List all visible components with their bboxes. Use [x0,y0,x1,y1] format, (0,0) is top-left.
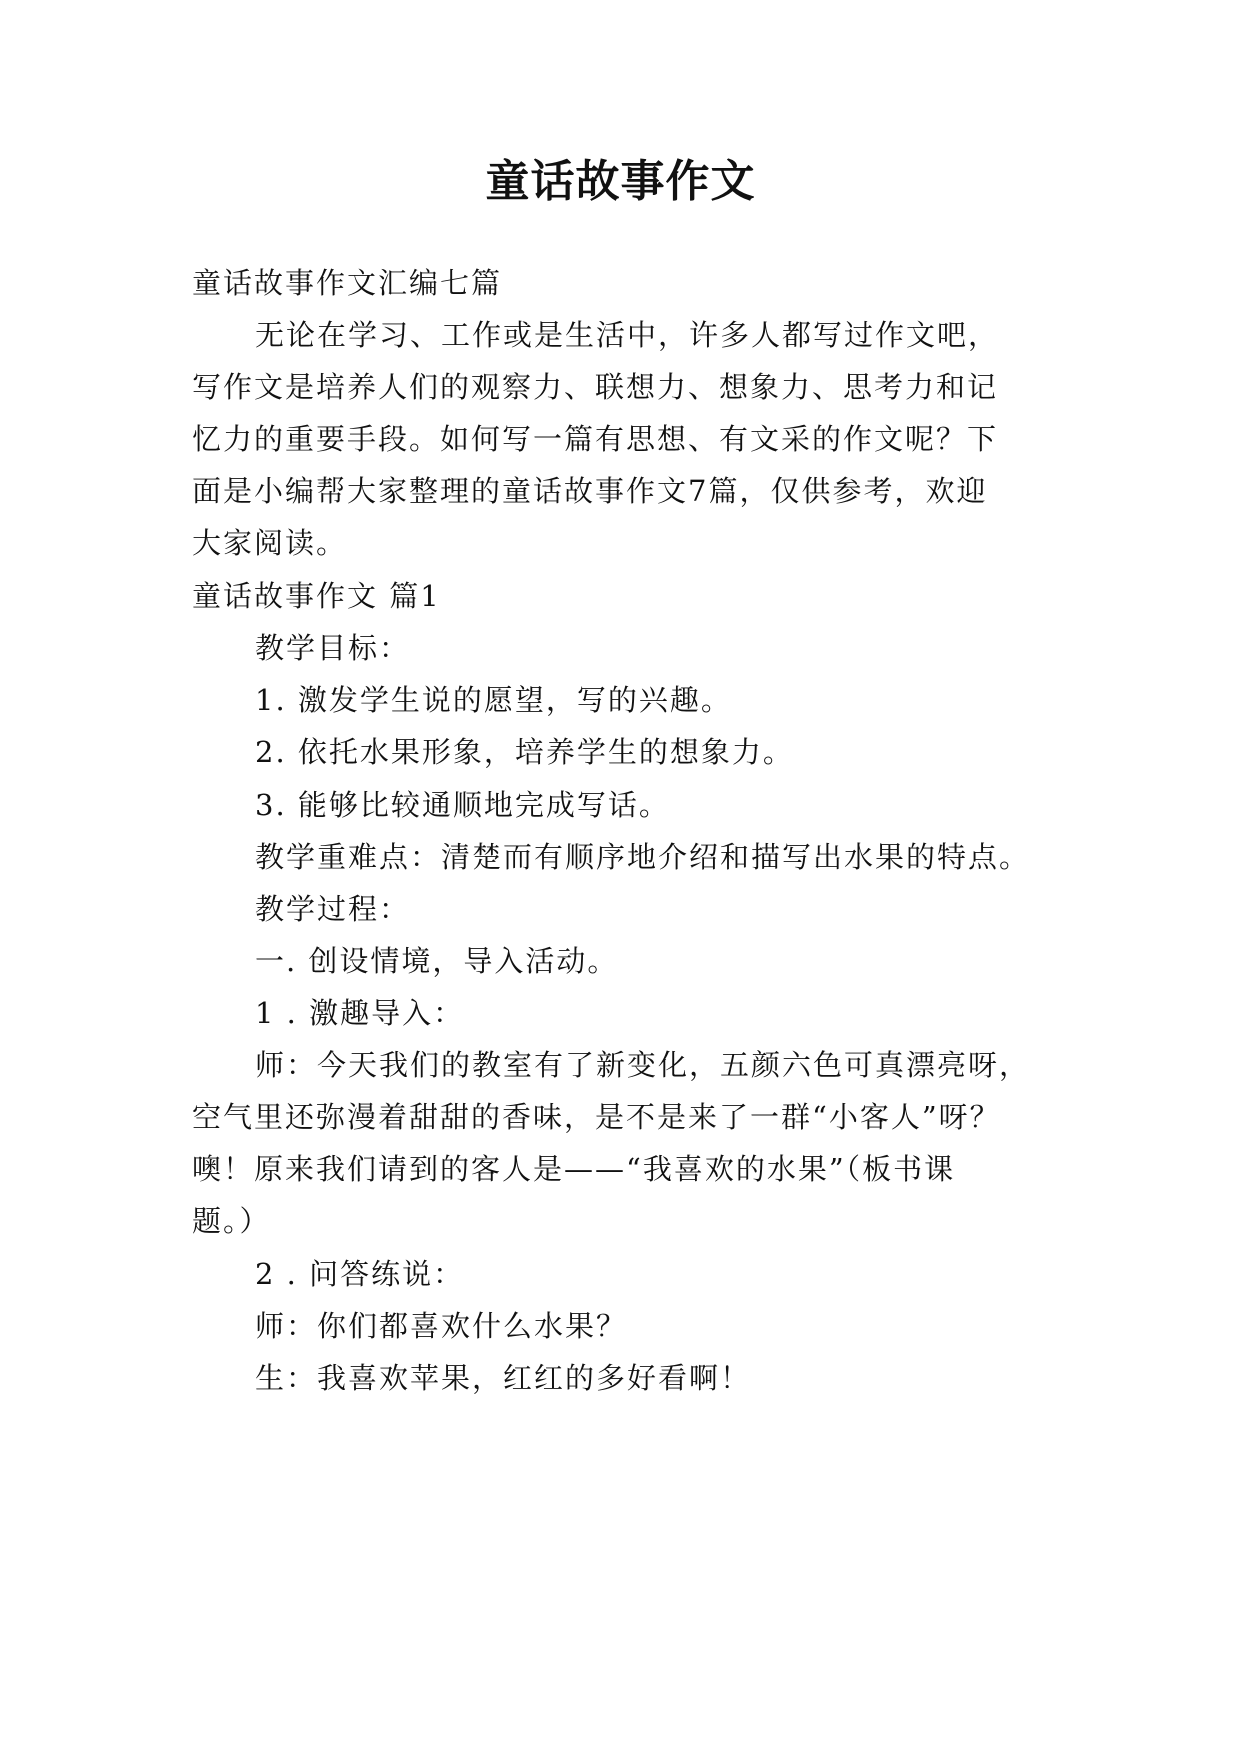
teacher-line: 噢！原来我们请到的客人是——“我喜欢的水果”（板书课 [192,1152,956,1186]
body-line: 1. 激发学生说的愿望，写的兴趣。 [255,683,732,717]
intro-line: 面是小编帮大家整理的童话故事作文7篇，仅供参考，欢迎 [192,474,988,508]
body-line: 教学目标： [255,631,411,665]
body-line: 教学过程： [255,892,411,926]
teacher-line: 师：今天我们的教室有了新变化，五颜六色可真漂亮呀， [255,1048,1031,1082]
teacher-line: 空气里还弥漫着甜甜的香味，是不是来了一群“小客人”呀？ [192,1100,1001,1134]
body-line: 教学重难点：清楚而有顺序地介绍和描写出水果的特点。 [255,840,1031,874]
intro-line: 大家阅读。 [192,526,348,560]
dialogue-line: 2 . 问答练说： [255,1257,465,1291]
document-title: 童话故事作文 [485,156,756,207]
document-subtitle: 童话故事作文汇编七篇 [192,266,503,300]
teacher-line: 题。） [192,1204,271,1238]
body-line: 1 . 激趣导入： [255,996,465,1030]
intro-line: 写作文是培养人们的观察力、联想力、想象力、思考力和记 [192,370,999,404]
body-line: 一. 创设情境，导入活动。 [255,944,619,978]
section-heading: 童话故事作文 篇1 [192,579,441,613]
dialogue-line: 生：我喜欢苹果，红红的多好看啊！ [255,1361,752,1395]
body-line: 2. 依托水果形象，培养学生的想象力。 [255,735,794,769]
intro-line: 忆力的重要手段。如何写一篇有思想、有文采的作文呢？下 [192,422,999,456]
body-line: 3. 能够比较通顺地完成写话。 [255,788,670,822]
dialogue-line: 师：你们都喜欢什么水果？ [255,1309,628,1343]
intro-line: 无论在学习、工作或是生活中，许多人都写过作文吧， [255,318,1000,352]
